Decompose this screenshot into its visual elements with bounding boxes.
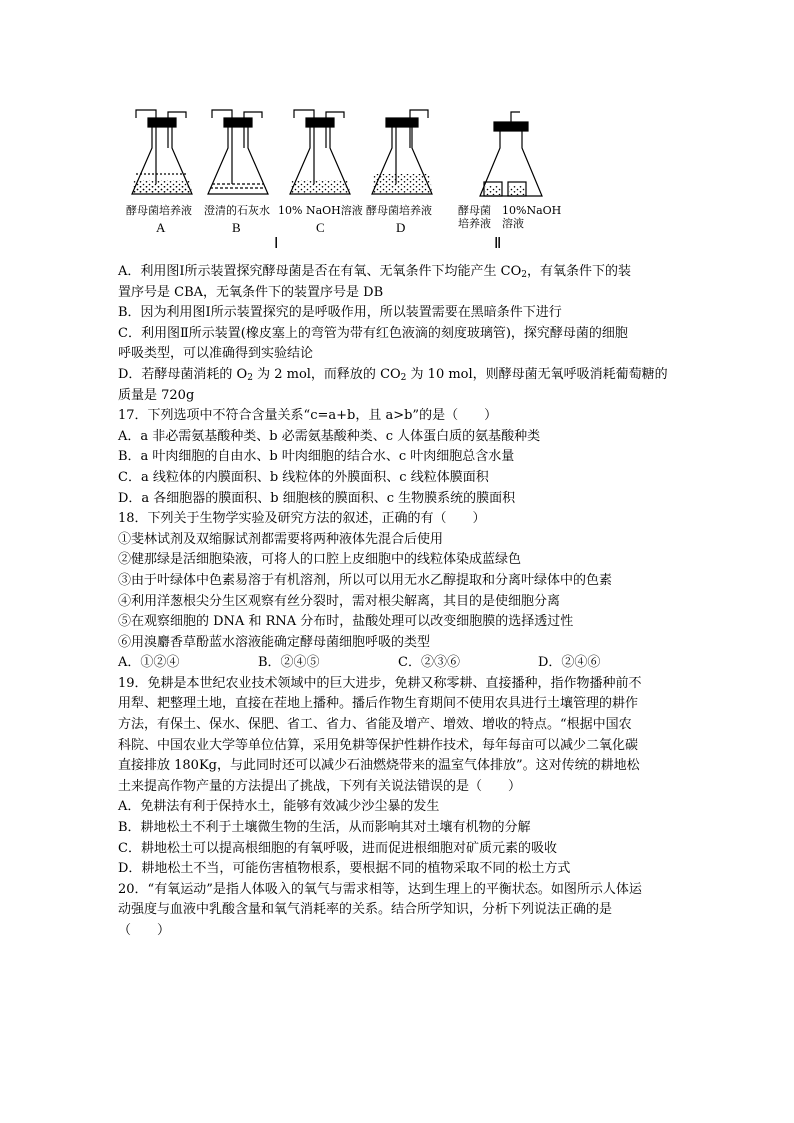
text-line: 呼吸类型，可以准确得到实验结论 [118, 346, 314, 362]
option-d: D．②④⑥ [538, 655, 601, 671]
text-run: ，有氧条件下的装 [527, 264, 632, 279]
text-line: ③由于叶绿体中色素易溶于有机溶剂，所以可以用无水乙醇提取和分离叶绿体中的色素 [118, 572, 613, 588]
flask-c-label: 10% NaOH溶液 [278, 204, 363, 217]
flask-ii [480, 112, 542, 196]
question-text [118, 262, 678, 942]
flask-d [372, 110, 432, 194]
text-line: B．耕地松土不利于土壤微生物的生活，从而影响其对土壤有机物的分解 [118, 820, 531, 836]
question-20-stem: 20．“有氧运动”是指人体吸入的氧气与需求相等，达到生理上的平衡状态。如图所示人体运 [118, 881, 642, 897]
flask-a-label: 酵母菌培养液 [126, 204, 192, 217]
text-line: 动强度与血液中乳酸含量和氧气消耗率的关系。结合所学知识，分析下列说法正确的是 [118, 902, 613, 918]
fig2-left-label-line2: 培养液 [458, 217, 491, 230]
text-line: 土来提高作物产量的方法提出了挑战，下列有关说法错误的是（ ） [118, 778, 522, 794]
fig2-left-label [458, 204, 491, 230]
text-line: 直接排放 180Kg，与此同时还可以减少石油燃烧带来的温室气体排放”。这对传统的耕地松 [118, 758, 640, 774]
text-line: 方法，有保土、保水、保肥、省工、省力、省能及增产、增效、增收的特点。“根据中国农 [118, 717, 632, 733]
option-a-line [118, 262, 678, 283]
group-i-label: Ⅰ [274, 236, 279, 252]
flask-apparatus-drawing [118, 108, 588, 258]
question-17-stem: 17．下列选项中不符合含量关系“c=a+b，且 a>b”的是（ ） [118, 408, 498, 424]
flask-b [208, 110, 268, 194]
text-run: A．利用图Ⅰ所示装置探究酵母菌是否在有氧、无氧条件下均能产生 CO [118, 264, 522, 279]
flask-a [132, 110, 192, 194]
question-18-stem: 18．下列关于生物学实验及研究方法的叙述，正确的有（ ） [118, 511, 486, 527]
text-line: ⑥用溴麝香草酚蓝水溶液能确定酵母菌细胞呼吸的类型 [118, 634, 431, 650]
text-run: 为 10 mol，则酵母菌无氧呼吸消耗葡萄糖的 [406, 366, 668, 382]
fig2-right-label [502, 204, 561, 230]
text-line: B．a 叶肉细胞的自由水、b 叶肉细胞的结合水、c 叶肉细胞总含水量 [118, 449, 515, 465]
text-run: D．若酵母菌消耗的 O [118, 366, 248, 382]
experiment-figure [118, 108, 588, 258]
text-line: ⑤在观察细胞的 DNA 和 RNA 分布时，盐酸处理可以改变细胞膜的选择透过性 [118, 614, 574, 630]
flask-c-letter: C [316, 220, 325, 235]
text-line: ①斐林试剂及双缩脲试剂都需要将两种液体先混合后使用 [118, 531, 444, 547]
text-line: D．a 各细胞器的膜面积、b 细胞核的膜面积、c 生物膜系统的膜面积 [118, 490, 516, 506]
flask-b-letter: B [232, 220, 241, 235]
flask-c [290, 110, 350, 194]
fig2-right-label-line1: 10%NaOH [502, 204, 562, 217]
fig2-left-label-line1: 酵母菌 [458, 204, 491, 217]
flask-d-label: 酵母菌培养液 [366, 204, 432, 217]
text-line: 科院、中国农业大学等单位估算，采用免耕等保护性耕作技术，每年每亩可以减少二氧化碳 [118, 737, 639, 753]
text-line: B．因为利用图Ⅰ所示装置探究的是呼吸作用，所以装置需要在黑暗条件下进行 [118, 305, 562, 321]
text-line: 置序号是 CBA，无氧条件下的装置序号是 DB [118, 284, 384, 300]
option-d-line [118, 365, 678, 386]
text-line: （ ） [118, 923, 171, 938]
subscript: 2 [400, 372, 407, 383]
flask-b-label: 澄清的石灰水 [204, 204, 270, 217]
text-run: 为 2 mol，而释放的 CO [252, 366, 401, 382]
fig2-right-label-line2: 溶液 [502, 217, 524, 230]
text-line: ②健那绿是活细胞染液，可将人的口腔上皮细胞中的线粒体染成蓝绿色 [118, 552, 522, 568]
text-line: C．利用图Ⅱ所示装置(橡皮塞上的弯管为带有红色液滴的刻度玻璃管)，探究酵母菌的细胞 [118, 325, 628, 341]
option-b: B．②④⑤ [258, 655, 320, 671]
text-line: A．a 非必需氨基酸种类、b 必需氨基酸种类、c 人体蛋白质的氨基酸种类 [118, 428, 541, 444]
text-line: C．耕地松土可以提高根细胞的有氧呼吸，进而促进根细胞对矿质元素的吸收 [118, 840, 557, 856]
text-line: 用犁、耙整理土地，直接在茬地上播种。播后作物生育期间不使用农具进行土壤管理的耕作 [118, 696, 639, 712]
option-a: A．①②④ [118, 655, 180, 671]
text-line: C．a 线粒体的内膜面积、b 线粒体的外膜面积、c 线粒体膜面积 [118, 469, 489, 485]
subscript: 2 [521, 270, 527, 280]
group-ii-label: Ⅱ [494, 236, 502, 252]
question-18-options [118, 653, 678, 674]
option-c: C．②③⑥ [398, 655, 460, 671]
flask-d-letter: D [396, 220, 406, 235]
text-line: 质量是 720g [118, 387, 195, 403]
subscript: 2 [247, 372, 253, 383]
text-line: D．耕地松土不当，可能伤害植物根系，要根据不同的植物采取不同的松土方式 [118, 861, 571, 877]
question-19-stem: 19．免耕是本世纪农业技术领域中的巨大进步，免耕又称零耕、直接播种，指作物播种前不 [118, 675, 642, 691]
flask-a-letter: A [156, 220, 166, 235]
text-line: ④利用洋葱根尖分生区观察有丝分裂时，需对根尖解离，其目的是使细胞分离 [118, 593, 561, 609]
text-line: A．免耕法有利于保持水土，能够有效减少沙尘暴的发生 [118, 799, 440, 815]
